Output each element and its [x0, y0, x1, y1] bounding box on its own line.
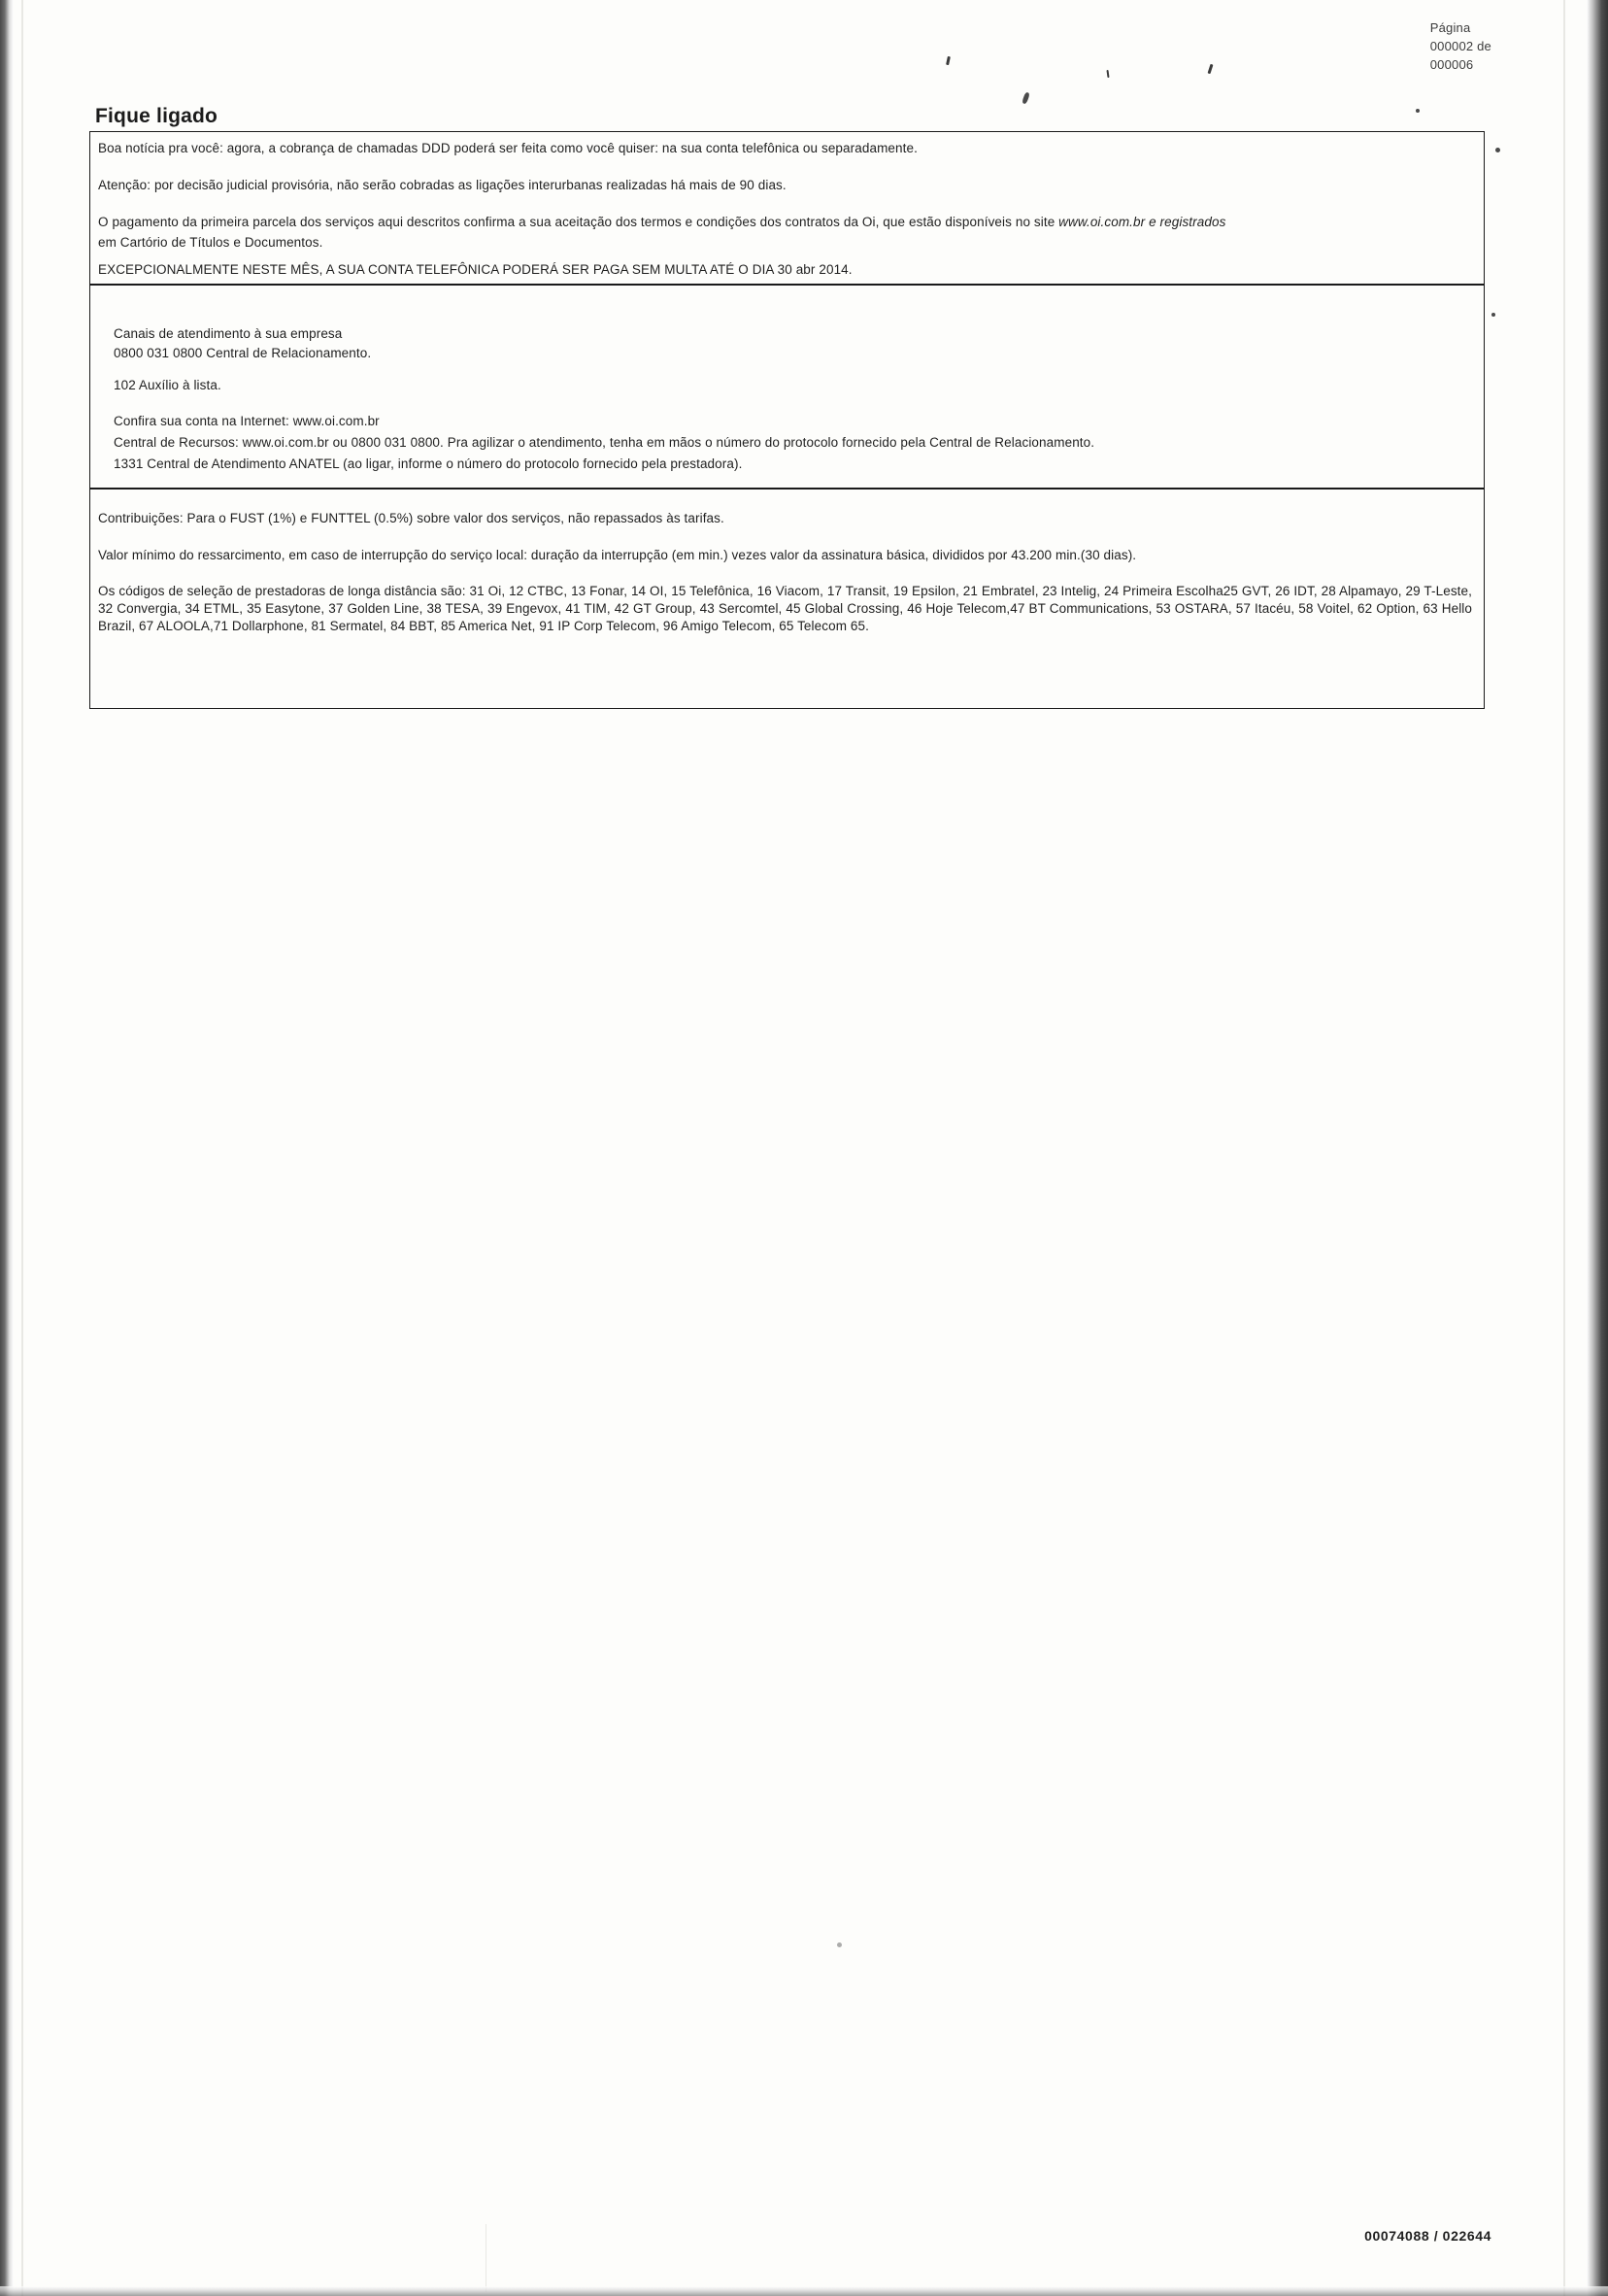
scan-artifact-line-left	[21, 0, 23, 2296]
page-number-label: Página	[1429, 20, 1471, 35]
notice-site-italic: www.oi.com.br e registrados	[1058, 215, 1226, 229]
scan-edge-left	[0, 0, 14, 2296]
scan-edge-right	[1587, 0, 1608, 2296]
contact-directory-assistance: 102 Auxílio à lista.	[114, 378, 221, 392]
page-number-block	[1430, 19, 1491, 75]
contact-relationship-phone: 0800 031 0800 Central de Relacionamento.	[114, 346, 372, 360]
page-number-value: 000002 de	[1429, 38, 1491, 53]
page-title: Fique ligado	[95, 105, 218, 127]
scan-edge-bottom	[0, 2286, 1608, 2296]
scan-speck	[1495, 148, 1500, 152]
scan-speck	[1491, 313, 1495, 317]
legal-contributions: Contribuições: Para o FUST (1%) e FUNTTEL (0.5%) sobre valor dos serviços, não repassados às tarifas.	[98, 511, 724, 525]
notice-paragraph-3	[98, 213, 1477, 232]
scan-speck	[1416, 109, 1420, 113]
page-number-total: 000006	[1429, 56, 1474, 72]
document-footer-code: 00074088 / 022644	[1364, 2228, 1491, 2244]
scan-artifact-line-right	[1563, 0, 1565, 2296]
contact-channels-heading: Canais de atendimento à sua empresa	[114, 326, 343, 341]
notice-paragraph-3-cont: em Cartório de Títulos e Documentos.	[98, 235, 323, 250]
notice-paragraph-3-text: O pagamento da primeira parcela dos serviços aqui descritos confirma a sua aceitação dos termos e condições dos contratos da Oi, que estão disponíveis no site	[98, 215, 1059, 229]
notice-paragraph-4: EXCEPCIONALMENTE NESTE MÊS, A SUA CONTA TELEFÔNICA PODERÁ SER PAGA SEM MULTA ATÉ O DIA 30 abr 2014.	[98, 262, 853, 277]
contact-resources-line: Central de Recursos: www.oi.com.br ou 0800 031 0800. Pra agilizar o atendimento, tenha em mãos o número do protocolo fornecido pela Central de Relacionamento.	[114, 435, 1095, 450]
contact-anatel-line: 1331 Central de Atendimento ANATEL (ao ligar, informe o número do protocolo fornecido pela prestadora).	[114, 456, 743, 471]
contact-internet-line: Confira sua conta na Internet: www.oi.com.br	[114, 414, 380, 428]
legal-carrier-codes: Os códigos de seleção de prestadoras de longa distância são: 31 Oi, 12 CTBC, 13 Fonar, 14 OI, 15 Telefônica, 16 Viacom, 17 Transit, 19 Epsilon, 21 Embratel, 23 Intelig, 24 Primeira Escolha25 GVT, 26 IDT, 28 Alpamayo, 29 T-Leste, 32 Convergia, 34 ETML, 35 Easytone, 37 Golden Line, 38 TESA, 39 Engevox, 41 TIM, 42 GT Group, 43 Sercomtel, 45 Global Crossing, 46 Hoje Telecom,47 BT Communications, 53 OSTARA, 57 Itacéu, 58 Voitel, 62 Option, 63 Hello Brazil, 67 ALOOLA,71 Dollarphone, 81 Sermatel, 84 BBT, 85 America Net, 91 IP Corp Telecom, 96 Amigo Telecom, 65 Telecom 65.	[98, 584, 1472, 634]
scan-speck	[837, 1942, 842, 1947]
notice-paragraph-2: Atenção: por decisão judicial provisória, não serão cobradas as ligações interurbanas realizadas há mais de 90 dias.	[98, 178, 787, 192]
notice-paragraph-1: Boa notícia pra você: agora, a cobrança de chamadas DDD poderá ser feita como você quiser: na sua conta telefônica ou separadamente.	[98, 141, 918, 155]
legal-minimum-refund: Valor mínimo do ressarcimento, em caso de interrupção do serviço local: duração da interrupção (em min.) vezes valor da assinatura básica, divididos por 43.200 min.(30 dias).	[98, 548, 1137, 562]
